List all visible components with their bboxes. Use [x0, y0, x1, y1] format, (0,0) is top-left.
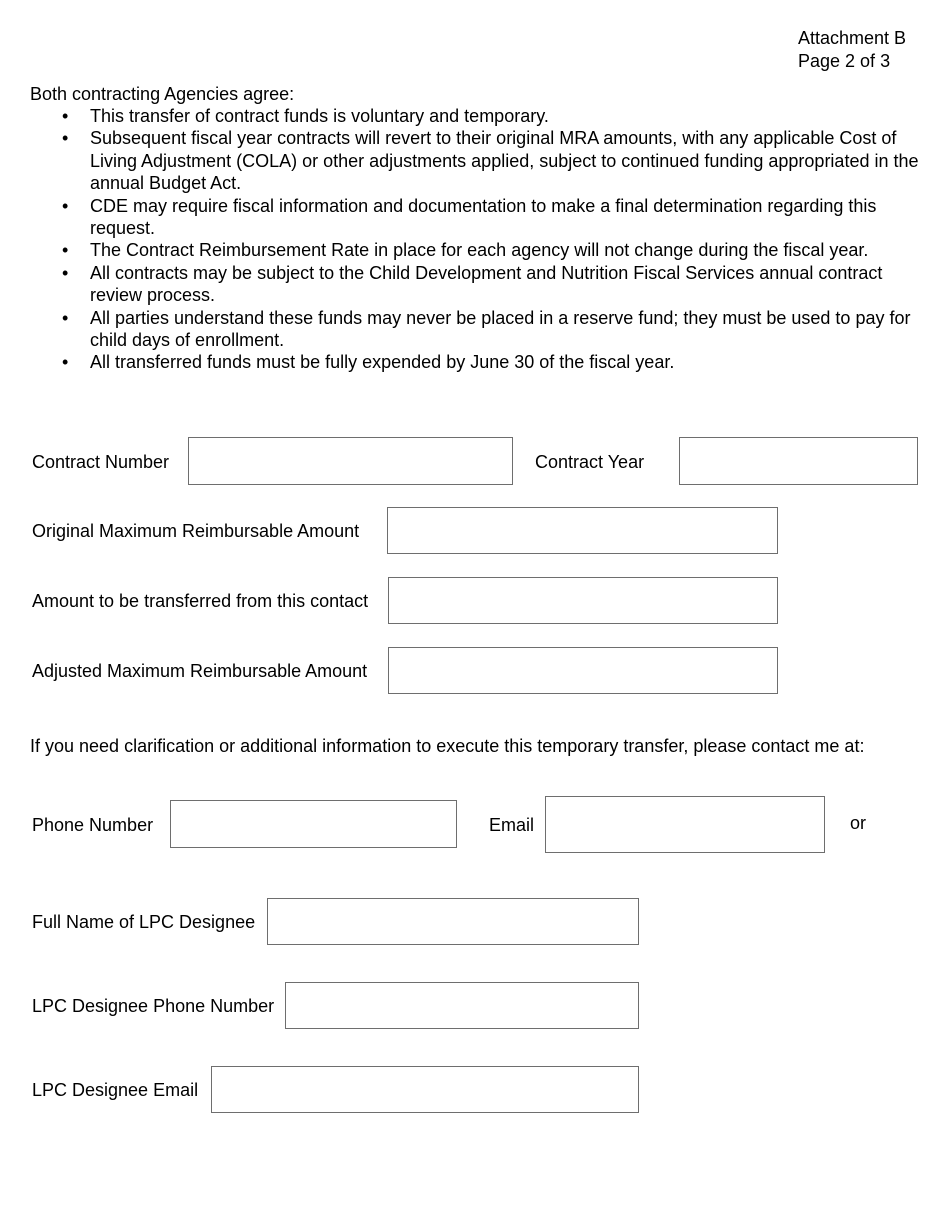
contract-number-label: Contract Number — [32, 452, 170, 472]
list-item — [0, 105, 930, 127]
term-text: The Contract Reimbursement Rate in place for each agency will not change during the fiscal year. — [90, 240, 869, 261]
bullet-icon: • — [62, 262, 69, 283]
list-item — [0, 351, 930, 373]
amount-transferred-field[interactable] — [388, 577, 778, 624]
email-field[interactable] — [545, 796, 825, 853]
term-text: Subsequent fiscal year contracts will revert to their original MRA amounts, with any applicable Cost of Living Adjustment (COLA) or other adjustments applied, subject to continued funding appropriated in the annual Budget Act. — [90, 128, 919, 194]
phone-number-field[interactable] — [170, 800, 457, 848]
or-text: or — [850, 813, 867, 833]
term-text: All parties understand these funds may never be placed in a reserve fund; they must be used to pay for child days of enrollment. — [90, 307, 911, 351]
bullet-icon: • — [62, 352, 69, 373]
agreement-intro: Both contracting Agencies agree: — [30, 84, 295, 104]
adjusted-mra-field[interactable] — [388, 647, 778, 694]
list-item — [0, 127, 930, 194]
adjusted-mra-label: Adjusted Maximum Reimbursable Amount — [32, 661, 368, 681]
designee-email-field[interactable] — [211, 1066, 639, 1113]
bullet-icon: • — [62, 307, 69, 328]
attachment-label: Attachment B — [798, 28, 907, 48]
phone-number-label: Phone Number — [32, 815, 154, 835]
amount-transferred-label: Amount to be transferred from this contact — [32, 591, 369, 611]
designee-name-label: Full Name of LPC Designee — [32, 912, 256, 932]
term-text: All contracts may be subject to the Child Development and Nutrition Fiscal Services annual contract review process. — [90, 262, 883, 306]
original-mra-field[interactable] — [387, 507, 778, 554]
designee-phone-label: LPC Designee Phone Number — [32, 996, 275, 1016]
term-text: This transfer of contract funds is voluntary and temporary. — [90, 106, 549, 126]
bullet-icon: • — [62, 106, 69, 126]
agreement-terms-list — [0, 105, 930, 374]
term-text: CDE may require fiscal information and documentation to make a final determination regarding this request. — [90, 195, 877, 239]
bullet-icon: • — [62, 195, 69, 216]
list-item — [0, 195, 930, 240]
contract-year-field[interactable] — [679, 437, 918, 485]
term-text: All transferred funds must be fully expended by June 30 of the fiscal year. — [90, 352, 675, 373]
contact-instructions: If you need clarification or additional information to execute this temporary transfer, please contact me at: — [30, 736, 865, 756]
original-mra-label: Original Maximum Reimbursable Amount — [32, 521, 360, 541]
page-number: Page 2 of 3 — [798, 51, 891, 71]
bullet-icon: • — [62, 128, 69, 149]
designee-phone-field[interactable] — [285, 982, 639, 1029]
email-label: Email — [489, 815, 535, 835]
page-header — [798, 27, 906, 73]
designee-email-label: LPC Designee Email — [32, 1080, 199, 1100]
designee-name-field[interactable] — [267, 898, 639, 945]
bullet-icon: • — [62, 240, 69, 261]
list-item — [0, 239, 930, 261]
contract-year-label: Contract Year — [535, 452, 645, 472]
list-item — [0, 307, 930, 352]
list-item — [0, 262, 930, 307]
contract-number-field[interactable] — [188, 437, 513, 485]
